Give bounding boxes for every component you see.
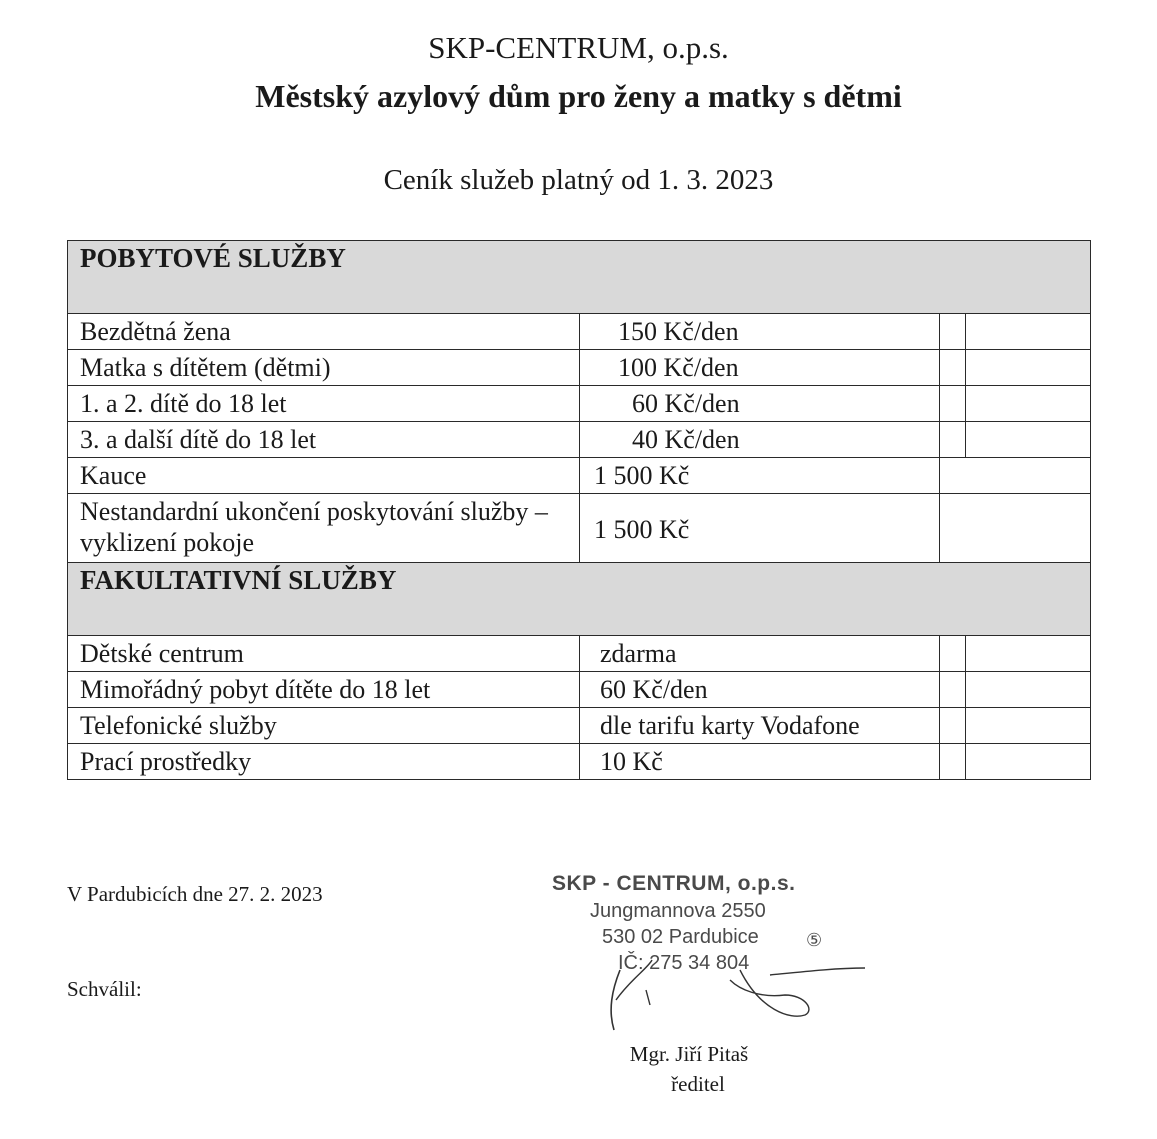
- table-row: [68, 350, 1091, 386]
- empty-cell: [940, 458, 1091, 494]
- empty-cell: [966, 744, 1091, 780]
- service-price: 40 Kč/den: [580, 422, 940, 458]
- stamp-line-name: SKP - CENTRUM, o.p.s.: [552, 872, 796, 895]
- stamp-number: ⑤: [806, 930, 823, 950]
- service-price: 1 500 Kč: [580, 494, 940, 563]
- service-name: 1. a 2. dítě do 18 let: [68, 386, 580, 422]
- service-name: Telefonické služby: [68, 708, 580, 744]
- section-title-residential: POBYTOVÉ SLUŽBY: [68, 241, 1091, 314]
- price-table: [67, 240, 1091, 780]
- pricelist-title: Ceník služeb platný od 1. 3. 2023: [383, 164, 774, 196]
- signer-name: Mgr. Jiří Pitaš: [629, 1042, 749, 1066]
- stamp-line-id: IČ: 275 34 804: [618, 952, 750, 974]
- stamp-line-street: Jungmannova 2550: [590, 900, 766, 922]
- section-row-residential: [68, 241, 1091, 314]
- service-name: Kauce: [68, 458, 580, 494]
- empty-cell: [940, 494, 1091, 563]
- table-row: [68, 386, 1091, 422]
- service-name: Nestandardní ukončení poskytování služby – vyklizení pokoje: [68, 494, 580, 563]
- empty-cell: [966, 422, 1091, 458]
- table-row: [68, 494, 1091, 563]
- empty-cell: [966, 386, 1091, 422]
- table-row: [68, 636, 1091, 672]
- section-row-optional: [68, 563, 1091, 636]
- approved-by-label: Schválil:: [67, 977, 142, 1001]
- service-price: dle tarifu karty Vodafone: [580, 708, 940, 744]
- empty-cell: [966, 672, 1091, 708]
- table-row: [68, 314, 1091, 350]
- stamp-line-city: 530 02 Pardubice: [602, 926, 759, 948]
- place-and-date: V Pardubicích dne 27. 2. 2023: [67, 882, 323, 906]
- service-price: 10 Kč: [580, 744, 940, 780]
- service-price: 60 Kč/den: [580, 386, 940, 422]
- service-price: 150 Kč/den: [580, 314, 940, 350]
- service-name: Prací prostředky: [68, 744, 580, 780]
- empty-cell: [966, 636, 1091, 672]
- organization-name: SKP-CENTRUM, o.p.s.: [428, 30, 729, 65]
- empty-cell: [940, 314, 966, 350]
- table-row: [68, 458, 1091, 494]
- service-name: Mimořádný pobyt dítěte do 18 let: [68, 672, 580, 708]
- section-title-optional: FAKULTATIVNÍ SLUŽBY: [68, 563, 1091, 636]
- empty-cell: [940, 422, 966, 458]
- service-name: Matka s dítětem (dětmi): [68, 350, 580, 386]
- empty-cell: [966, 708, 1091, 744]
- service-price: 100 Kč/den: [580, 350, 940, 386]
- signer-role: ředitel: [671, 1072, 725, 1096]
- service-price: 60 Kč/den: [580, 672, 940, 708]
- empty-cell: [966, 350, 1091, 386]
- table-row: [68, 744, 1091, 780]
- empty-cell: [940, 350, 966, 386]
- service-price: zdarma: [580, 636, 940, 672]
- service-name: Bezdětná žena: [68, 314, 580, 350]
- table-row: [68, 708, 1091, 744]
- empty-cell: [940, 672, 966, 708]
- service-name: 3. a další dítě do 18 let: [68, 422, 580, 458]
- empty-cell: [940, 386, 966, 422]
- handwritten-signature: [590, 950, 880, 1040]
- empty-cell: [940, 744, 966, 780]
- service-price: 1 500 Kč: [580, 458, 940, 494]
- service-name: Dětské centrum: [68, 636, 580, 672]
- table-row: [68, 422, 1091, 458]
- table-row: [68, 672, 1091, 708]
- empty-cell: [940, 708, 966, 744]
- empty-cell: [966, 314, 1091, 350]
- facility-title: Městský azylový dům pro ženy a matky s dětmi: [255, 78, 902, 114]
- empty-cell: [940, 636, 966, 672]
